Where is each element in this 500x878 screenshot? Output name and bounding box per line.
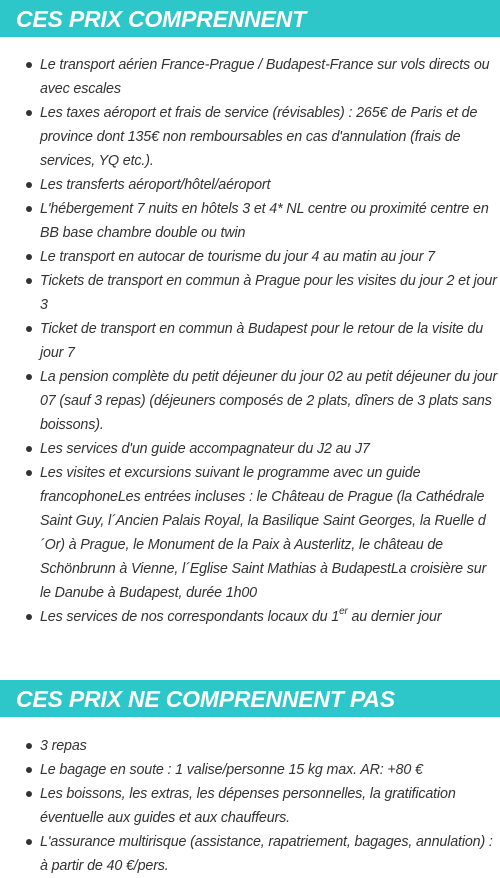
list-item-text: Tickets de transport en commun à Prague pour les visites du jour 2 et jour 3 [40, 273, 497, 313]
list-item-text: Les taxes aéroport et frais de service (révisables) : 265€ de Paris et de province dont 135€ non remboursables en cas d'annulation (frais de services, YQ etc.). [40, 105, 478, 169]
bullet-icon [26, 743, 32, 749]
list-item-text: 3 repas [40, 738, 87, 754]
list-item-text: Les transferts aéroport/hôtel/aéroport [40, 177, 271, 193]
list-item-text: Le transport aérien France-Prague / Budapest-France sur vols directs ou avec escales [40, 57, 490, 97]
list-item-text: Le transport en autocar de tourisme du jour 4 au matin au jour 7 [40, 249, 435, 265]
bullet-icon [26, 614, 32, 620]
list-item-text: L'hébergement 7 nuits en hôtels 3 et 4* NL centre ou proximité centre en BB base chambre double ou twin [40, 201, 489, 241]
bullet-icon [26, 791, 32, 797]
list-item [0, 197, 500, 245]
list-item-text: Les services d'un guide accompagnateur du J2 au J7 [40, 441, 370, 457]
excluded-header: CES PRIX NE COMPRENNENT PAS [0, 680, 500, 717]
bullet-icon [26, 182, 32, 188]
list-item [0, 830, 500, 878]
bullet-icon [26, 470, 32, 476]
bullet-icon [26, 278, 32, 284]
list-item [0, 245, 500, 269]
list-item-text [40, 606, 442, 625]
list-item-text: Ticket de transport en commun à Budapest pour le retour de la visite du jour 7 [40, 321, 483, 361]
excluded-list [0, 734, 500, 878]
bullet-icon [26, 767, 32, 773]
bullet-icon [26, 206, 32, 212]
list-item-text: L'assurance multirisque (assistance, rapatriement, bagages, annulation) : à partir de 40 €/pers. [40, 834, 493, 874]
list-item-text-part: au dernier jour [347, 609, 442, 625]
excluded-section [0, 680, 500, 878]
list-item [0, 461, 500, 605]
bullet-icon [26, 326, 32, 332]
bullet-icon [26, 110, 32, 116]
list-item [0, 269, 500, 317]
included-header: CES PRIX COMPRENNENT [0, 0, 500, 37]
list-item [0, 734, 500, 758]
list-item [0, 173, 500, 197]
list-item [0, 605, 500, 629]
list-item [0, 317, 500, 365]
list-item-text: Les boissons, les extras, les dépenses personnelles, la gratification éventuelle aux guides et aux chauffeurs. [40, 786, 456, 826]
list-item-text-part: Les services de nos correspondants locaux du 1 [40, 609, 340, 625]
superscript: er [339, 606, 348, 618]
list-item [0, 782, 500, 830]
list-item [0, 758, 500, 782]
bullet-icon [26, 374, 32, 380]
list-item [0, 101, 500, 173]
list-item [0, 437, 500, 461]
bullet-icon [26, 62, 32, 68]
list-item-text: Le bagage en soute : 1 valise/personne 15 kg max. AR: +80 € [40, 762, 423, 778]
bullet-icon [26, 839, 32, 845]
list-item-text: La pension complète du petit déjeuner du jour 02 au petit déjeuner du jour 07 (sauf 3 repas) (déjeuners composés de 2 plats, dîners de 3 plats sans boissons). [40, 369, 498, 433]
list-item [0, 365, 500, 437]
included-list [0, 53, 500, 629]
list-item-text: Les visites et excursions suivant le programme avec un guide francophoneLes entrées incluses : le Château de Prague (la Cathédrale Saint Guy, l´Ancien Palais Royal, la Basilique Saint Georges, la Ruelle d´Or) à Prague, le Monument de la Paix à Austerlitz, le château de Schönbrunn à Vienne, l´Eglise Saint Mathias à BudapestLa croisière sur le Danube à Budapest, durée 1h00 [40, 465, 487, 601]
bullet-icon [26, 446, 32, 452]
list-item [0, 53, 500, 101]
bullet-icon [26, 254, 32, 260]
